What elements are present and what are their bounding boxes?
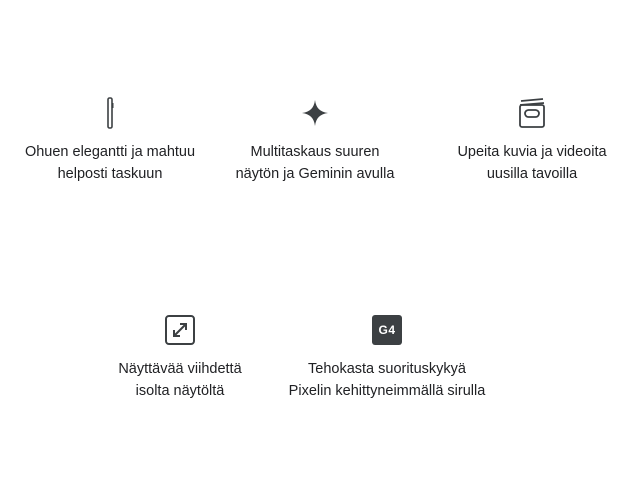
feature-label-line1: Upeita kuvia ja videoita: [457, 144, 607, 160]
feature-label: [457, 141, 606, 185]
feature-slim-design: [10, 96, 210, 185]
slim-phone-icon: [93, 96, 127, 130]
feature-label-line1: Tehokasta suorituskykyä: [308, 361, 466, 377]
feature-label: [118, 358, 241, 402]
expand-screen-icon: [163, 313, 197, 347]
tensor-g4-chip-icon: [370, 313, 404, 347]
feature-label: [25, 141, 195, 185]
feature-label-line1: Multitaskaus suuren: [250, 144, 380, 160]
feature-label-line2: Pixelin kehittyneimmällä sirulla: [288, 383, 486, 399]
feature-label-line1: Näyttävää viihdettä: [118, 361, 242, 377]
feature-big-screen: [80, 313, 280, 402]
feature-label: [289, 358, 486, 402]
camera-bar-icon: [515, 96, 549, 130]
feature-label-line1: Ohuen elegantti ja mahtuu: [24, 144, 196, 160]
feature-label-line2: helposti taskuun: [57, 166, 163, 182]
feature-label: [236, 141, 395, 185]
feature-label-line2: näytön ja Geminin avulla: [235, 166, 395, 182]
feature-label-line2: isolta näytöltä: [135, 383, 225, 399]
feature-camera: [432, 96, 632, 185]
feature-performance: [287, 313, 487, 402]
chip-label: G4: [378, 323, 396, 337]
feature-label-line2: uusilla tavoilla: [486, 166, 578, 182]
gemini-sparkle-icon: [298, 96, 332, 130]
feature-gemini-multitasking: [215, 96, 415, 185]
